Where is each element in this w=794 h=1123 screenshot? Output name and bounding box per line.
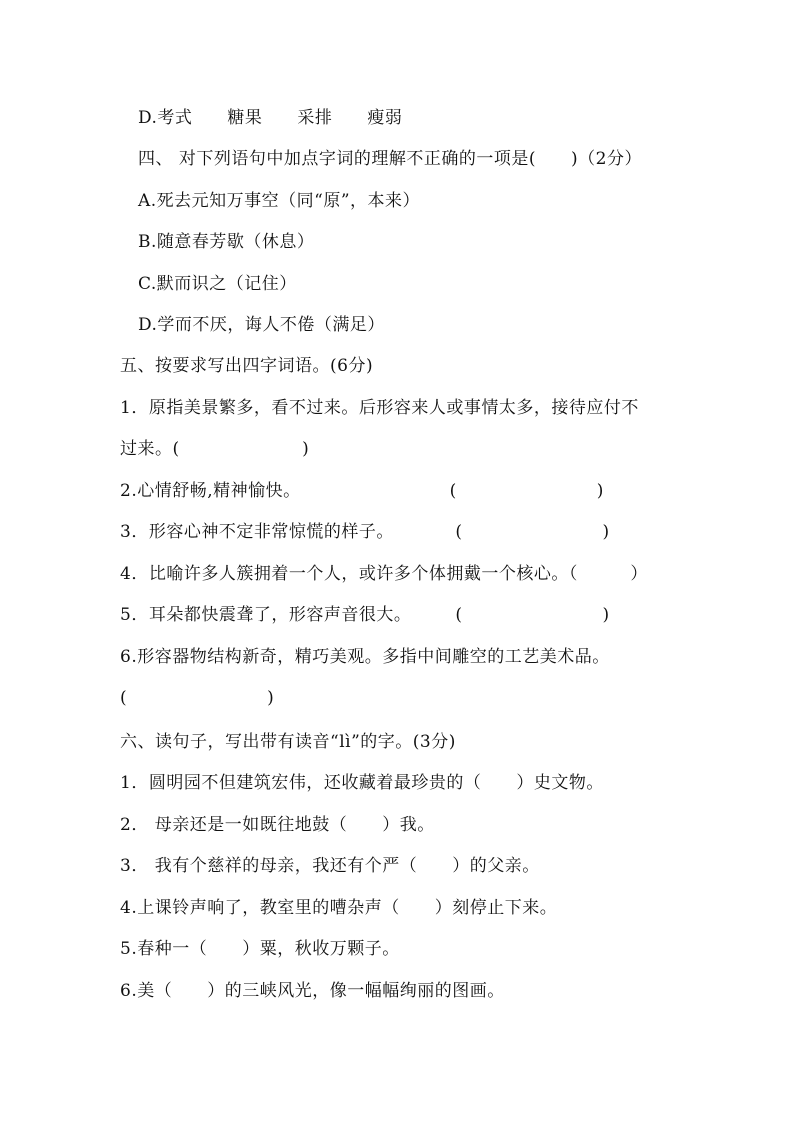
section5-item-6: 6.形容器物结构新奇，精巧美观。多指中间雕空的工艺美术品。 [120,647,610,667]
section5-heading: 五、按要求写出四字词语。(6分) [120,356,374,376]
section4-heading: 四、 对下列语句中加点字词的理解不正确的一项是( )（2分） [138,149,642,169]
section5-item-5: 5．耳朵都快震聋了，形容声音很大。 ( ) [120,605,610,625]
section6-item-3: 3． 我有个慈祥的母亲，我还有个严（ ）的父亲。 [120,856,540,876]
section4-option-a: A.死去元知万事空（同“原”，本来） [138,191,421,211]
section5-item-1: 1．原指美景繁多，看不过来。后形容来人或事情太多，接待应付不 [120,398,639,418]
section6-item-6: 6.美（ ）的三峡风光，像一幅幅绚丽的图画。 [120,981,505,1001]
section6-item-5: 5.春种一（ ）粟，秋收万颗子。 [120,939,400,959]
section5-item-6-answer: ( ) [120,688,275,708]
section5-item-4: 4．比喻许多人簇拥着一个人，或许多个体拥戴一个核心。（ ） [120,564,648,584]
section3-option-d: D.考式 糖果 采排 瘦弱 [138,108,403,128]
section4-option-c: C.默而识之（记住） [138,274,297,294]
section6-item-1: 1．圆明园不但建筑宏伟，还收藏着最珍贵的（ ）史文物。 [120,773,604,793]
section5-item-3: 3．形容心神不定非常惊慌的样子。 ( ) [120,522,610,542]
section5-item-1-answer: 过来。( ) [120,439,310,459]
section5-item-2: 2.心情舒畅,精神愉快。 ( ) [120,481,604,501]
section4-option-d: D.学而不厌，诲人不倦（满足） [138,315,385,335]
section6-heading: 六、读句子，写出带有读音“lì”的字。(3分) [120,732,456,752]
section6-item-4: 4.上课铃声响了，教室里的嘈杂声（ ）刻停止下来。 [120,898,558,918]
section4-option-b: B.随意春芳歇（休息） [138,232,315,252]
section6-item-2: 2． 母亲还是一如既往地鼓（ ）我。 [120,815,435,835]
